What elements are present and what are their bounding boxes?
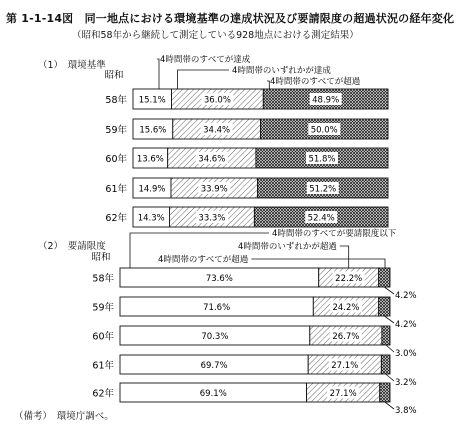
env-legend-label: 4時間帯のすべてが達成 — [160, 55, 251, 65]
req-value-label: 27.1% — [331, 361, 359, 371]
env-value-label: 15.1% — [138, 95, 166, 106]
figure-subtitle: （昭和58年から継続して測定している928地点における測定結果） — [72, 30, 359, 41]
env-value-label: 34.6% — [198, 154, 226, 165]
env-value-label: 14.9% — [138, 184, 166, 195]
req-value-label: 70.3% — [201, 332, 229, 342]
source-note: （備考） 環境庁調べ。 — [14, 411, 114, 422]
req-value-leader — [384, 287, 394, 294]
req-value-label: 69.1% — [199, 389, 227, 399]
req-value-label: 69.7% — [200, 361, 228, 371]
req-value-label: 26.7% — [332, 332, 360, 342]
env-value-label: 48.9% — [312, 95, 340, 106]
req-value-label: 27.1% — [329, 389, 357, 399]
req-category-label: 59年 — [92, 302, 114, 314]
env-category-label: 60年 — [105, 154, 127, 165]
env-value-label: 36.0% — [203, 95, 231, 106]
env-legend-label: 4時間帯のすべてが超過 — [270, 77, 361, 87]
req-bar-segment — [379, 297, 390, 316]
env-value-label: 33.9% — [200, 184, 228, 195]
req-value-label: 3.0% — [395, 349, 417, 359]
env-category-label: 58年 — [105, 95, 127, 106]
env-value-label: 52.4% — [307, 213, 335, 224]
env-category-label: 59年 — [105, 125, 127, 136]
req-value-leader — [386, 374, 394, 381]
req-value-label: 4.2% — [395, 320, 417, 330]
req-category-label: 61年 — [92, 360, 114, 372]
env-value-label: 14.3% — [137, 213, 165, 224]
section-title-environmental-standard: （1） 環境基準 — [38, 60, 106, 71]
req-value-label: 3.2% — [395, 378, 417, 388]
req-value-label: 71.6% — [203, 303, 231, 313]
req-value-label: 73.6% — [205, 274, 233, 284]
env-value-label: 51.2% — [309, 184, 337, 195]
req-legend-label: 4時間帯のすべてが超過 — [158, 255, 249, 265]
req-value-leader — [386, 345, 394, 352]
req-category-label: 62年 — [92, 388, 114, 400]
env-category-label: 62年 — [105, 213, 127, 224]
req-bar-segment — [381, 355, 390, 374]
req-legend-label: 4時間帯のいずれかが超過 — [238, 242, 337, 252]
env-legend-label: 4時間帯のいずれかが達成 — [232, 66, 331, 76]
req-value-label: 24.2% — [332, 303, 360, 313]
figure-title: 第 1-1-14図 同一地点における環境基準の達成状況及び要請限度の超過状況の経年変化 — [6, 12, 455, 25]
env-value-label: 51.8% — [308, 154, 336, 165]
env-category-label: 61年 — [105, 184, 127, 195]
req-legend-label: 4時間帯のすべてが要請限度以下 — [272, 229, 397, 239]
env-era-label: 昭和 — [104, 70, 124, 81]
req-value-label: 3.8% — [395, 406, 417, 416]
env-legend-leader — [157, 59, 159, 89]
env-legend-leader — [178, 70, 229, 89]
req-bar-segment — [379, 268, 390, 287]
req-era-label: 昭和 — [91, 252, 111, 263]
env-legend-leader — [267, 81, 269, 89]
req-value-label: 4.2% — [395, 291, 417, 301]
req-bar-segment — [382, 326, 390, 345]
req-value-label: 22.2% — [335, 274, 363, 284]
req-legend-leader — [340, 246, 349, 268]
env-value-label: 13.6% — [136, 154, 164, 165]
req-value-leader — [384, 316, 394, 323]
env-value-label: 34.4% — [203, 125, 231, 136]
req-category-label: 60年 — [92, 331, 114, 343]
req-category-label: 58年 — [92, 273, 114, 285]
req-value-leader — [385, 402, 394, 409]
env-value-label: 33.3% — [198, 213, 226, 224]
env-value-label: 50.0% — [310, 125, 338, 136]
section-title-request-limit: （2） 要請限度 — [38, 241, 106, 252]
env-value-label: 15.6% — [139, 125, 167, 136]
req-legend-leader — [251, 259, 385, 268]
req-bar-segment — [380, 383, 390, 402]
